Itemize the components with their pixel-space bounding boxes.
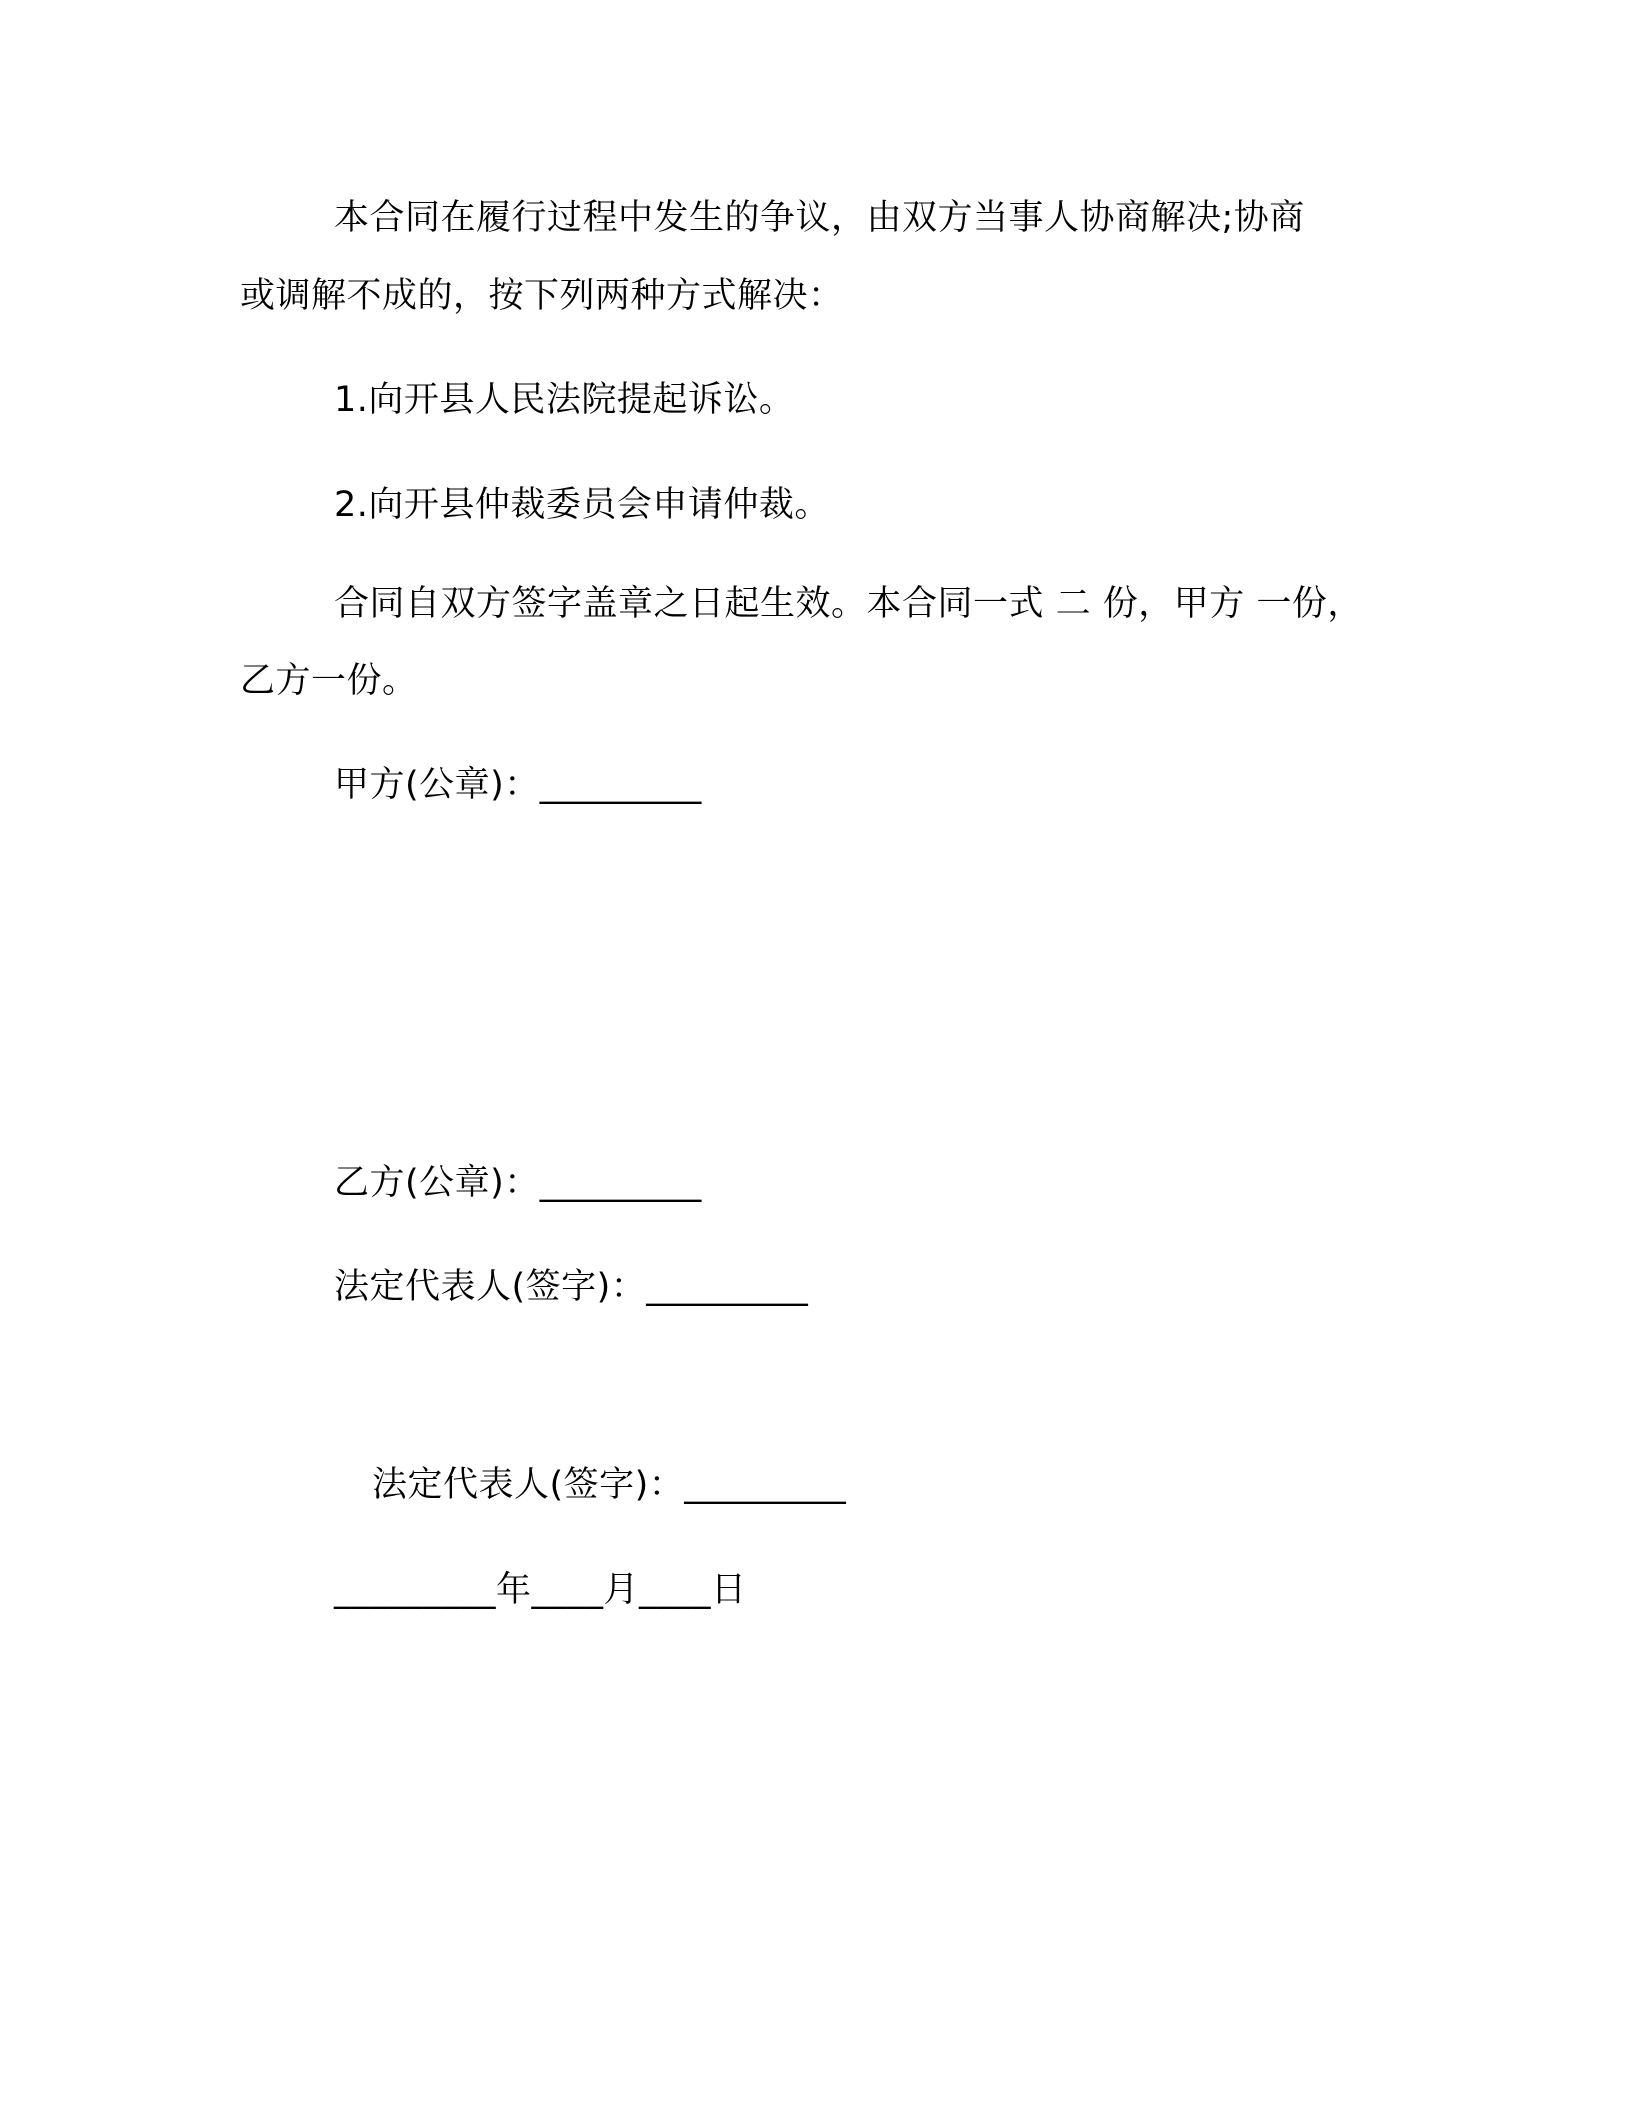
party-a-seal-field: 甲方(公章)：_________ <box>334 765 702 805</box>
legal-representative-signature-1: 法定代表人(签字)：_________ <box>334 1267 809 1307</box>
dispute-clause-line-2: 或调解不成的，按下列两种方式解决： <box>240 276 844 316</box>
resolution-option-2: 2.向开县仲裁委员会申请仲裁。 <box>334 485 830 525</box>
legal-representative-signature-2: 法定代表人(签字)：_________ <box>372 1465 847 1505</box>
signing-date-line: _________年____月____日 <box>334 1570 747 1610</box>
party-b-seal-field: 乙方(公章)：_________ <box>334 1163 702 1203</box>
effect-clause-line-1: 合同自双方签字盖章之日起生效。本合同一式 二 份，甲方 一份， <box>334 584 1363 624</box>
effect-clause-line-2: 乙方一份。 <box>240 661 418 701</box>
resolution-option-1: 1.向开县人民法院提起诉讼。 <box>334 380 795 420</box>
dispute-clause-line-1: 本合同在履行过程中发生的争议，由双方当事人协商解决;协商 <box>334 198 1305 238</box>
